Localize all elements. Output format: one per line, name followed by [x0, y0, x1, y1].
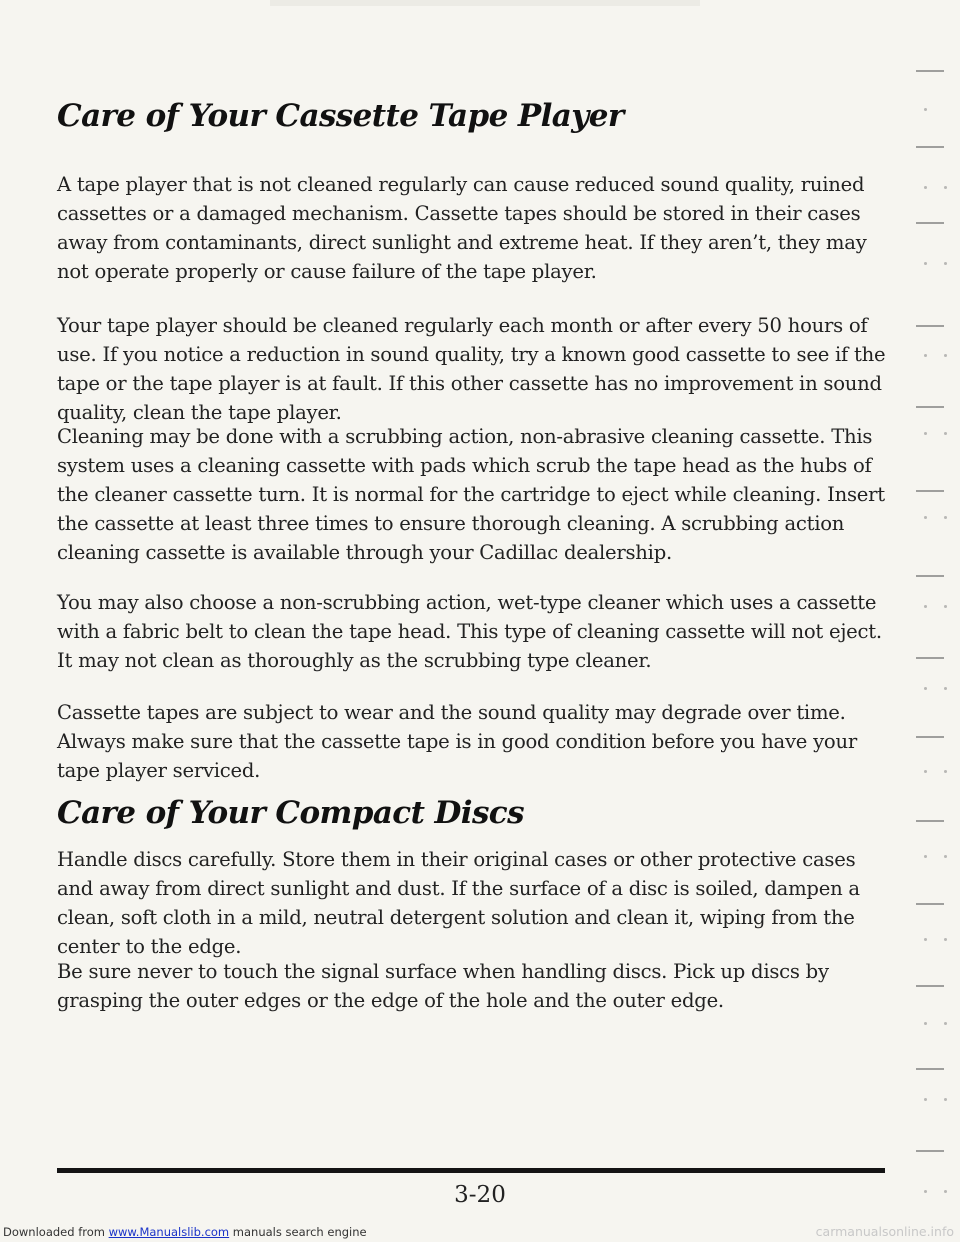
margin-dot: [944, 605, 947, 608]
footer-suffix: manuals search engine: [229, 1225, 367, 1239]
watermark: carmanualsonline.info: [815, 1224, 954, 1239]
section-title-cassette: Care of Your Cassette Tape Player: [57, 98, 624, 134]
footer-prefix: Downloaded from: [3, 1225, 109, 1239]
margin-mark: [916, 146, 944, 148]
margin-mark: [916, 736, 944, 738]
paragraph: Cleaning may be done with a scrubbing action, non-abrasive cleaning cassette. This system uses a cleaning cassette with pads which scrub the tape head as the hubs of the cleaner cassette turn. It is normal for the cartridge to eject while cleaning. Insert the cassette at least three times to ensure thorough cleaning. A scrubbing action cleaning cassette is available through your Cadillac dealership.: [57, 425, 885, 564]
footer: [0, 1222, 960, 1242]
margin-dot: [944, 1098, 947, 1101]
margin-mark: [916, 985, 944, 987]
margin-dot: [924, 687, 927, 690]
margin-mark: [916, 575, 944, 577]
paragraph: Be sure never to touch the signal surface when handling discs. Pick up discs by grasping the outer edges or the edge of the hole and the outer edge.: [57, 960, 829, 1012]
margin-mark: [916, 325, 944, 327]
paragraph: Handle discs carefully. Store them in their original cases or other protective cases and away from direct sunlight and dust. If the surface of a disc is soiled, dampen a clean, soft cloth in a mild, neutral detergent solution and clean it, wiping from the center to the edge.: [57, 848, 860, 958]
margin-mark: [916, 406, 944, 408]
paragraph: Cassette tapes are subject to wear and the sound quality may degrade over time. Always make sure that the cassette tape is in good condition before you have your tape player serviced.: [57, 701, 857, 782]
margin-dot: [944, 1022, 947, 1025]
paragraph: Your tape player should be cleaned regularly each month or after every 50 hours of use. If you notice a reduction in sound quality, try a known good cassette to see if the tape or the tape player is at fault. If this other cassette has no improvement in sound quality, clean the tape player.: [57, 314, 886, 424]
page-number: 3-20: [454, 1182, 506, 1208]
margin-dot: [944, 770, 947, 773]
margin-dot: [924, 1098, 927, 1101]
margin-dot: [944, 186, 947, 189]
paragraph: You may also choose a non-scrubbing action, wet-type cleaner which uses a cassette with a fabric belt to clean the tape head. This type of cleaning cassette will not eject. It may not clean as thoroughly as the scrubbing type cleaner.: [57, 591, 882, 672]
bottom-rule: [57, 1168, 885, 1173]
paragraph: A tape player that is not cleaned regularly can cause reduced sound quality, ruined cassettes or a damaged mechanism. Cassette tapes should be stored in their cases away from contaminants, direct sunlight and extreme heat. If they aren’t, they may not operate properly or cause failure of the tape player.: [57, 173, 867, 283]
margin-dot: [924, 938, 927, 941]
margin-mark: [916, 903, 944, 905]
margin-dot: [924, 432, 927, 435]
margin-mark: [916, 657, 944, 659]
margin-dot: [944, 432, 947, 435]
margin-dot: [924, 516, 927, 519]
margin-dot: [924, 605, 927, 608]
margin-dot: [944, 938, 947, 941]
margin-dot: [924, 1022, 927, 1025]
margin-dot: [924, 354, 927, 357]
margin-dot: [924, 770, 927, 773]
margin-dot: [944, 516, 947, 519]
footer-source: [3, 1225, 367, 1239]
margin-mark: [916, 70, 944, 72]
margin-dot: [924, 262, 927, 265]
margin-dot: [924, 855, 927, 858]
scan-top-strip: [270, 0, 700, 6]
margin-dot: [924, 108, 927, 111]
margin-dot: [944, 354, 947, 357]
margin-dot: [944, 262, 947, 265]
margin-mark: [916, 1068, 944, 1070]
margin-mark: [916, 820, 944, 822]
margin-dot: [924, 186, 927, 189]
margin-mark: [916, 222, 944, 224]
margin-mark: [916, 1150, 944, 1152]
margin-mark: [916, 490, 944, 492]
margin-dot: [944, 855, 947, 858]
margin-dot: [944, 687, 947, 690]
manualslib-link[interactable]: www.Manualslib.com: [108, 1225, 230, 1239]
section-title-compact-discs: Care of Your Compact Discs: [57, 795, 524, 831]
